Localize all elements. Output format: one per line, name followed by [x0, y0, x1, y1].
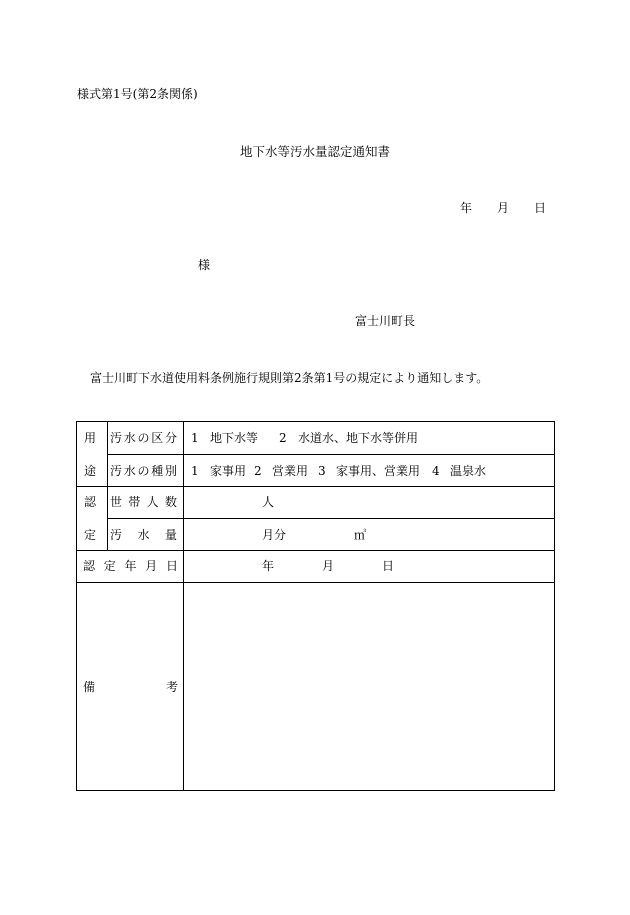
category-option-1: 地下水等: [210, 431, 259, 445]
table-rule: [77, 550, 555, 551]
table-rule: [107, 518, 555, 519]
label-char: 認: [83, 559, 96, 573]
type-option-4: 温泉水: [450, 464, 487, 478]
type-option-2-num: 2: [254, 464, 262, 478]
wastewater-volume-label: [110, 527, 177, 543]
wastewater-category-label: [110, 430, 177, 446]
label-char: 帯: [128, 495, 141, 509]
label-char: 別: [164, 464, 177, 478]
label-char: 日: [165, 559, 178, 573]
issuer-name: 富士川町長: [355, 314, 416, 328]
usage-group-label-top: 用: [84, 431, 97, 445]
label-char: 汚: [110, 431, 123, 445]
form-number: 様式第1号(第2条関係): [77, 87, 198, 101]
type-option-4-num: 4: [432, 464, 440, 478]
label-char: 区: [151, 431, 164, 445]
remarks-label-right: 考: [166, 680, 179, 694]
wastewater-type-label: [110, 463, 177, 479]
remarks-field[interactable]: [185, 584, 553, 788]
notice-body-text: 富士川町下水道使用料条例施行規則第2条第1号の規定により通知します。: [90, 371, 489, 385]
type-option-3: 家事用、営業用: [336, 464, 421, 478]
label-char: 汚: [110, 464, 123, 478]
label-char: 年: [124, 559, 137, 573]
category-option-1-num: 1: [191, 431, 199, 445]
volume-cubic-meter-unit: ㎥: [354, 528, 367, 542]
remarks-label-left: 備: [83, 680, 96, 694]
certification-table: [76, 421, 555, 791]
date-year-label: 年: [460, 201, 473, 215]
table-rule: [77, 486, 555, 487]
table-rule: [183, 422, 184, 790]
cert-date-month: 月: [322, 559, 335, 573]
type-option-3-num: 3: [318, 464, 326, 478]
label-char: 水: [137, 528, 150, 542]
label-char: の: [137, 431, 150, 445]
label-char: 分: [164, 431, 177, 445]
label-char: 世: [110, 495, 123, 509]
type-option-1-num: 1: [191, 464, 199, 478]
label-char: 数: [164, 495, 177, 509]
table-rule: [77, 582, 555, 583]
label-char: 人: [146, 495, 159, 509]
type-option-1: 家事用: [210, 464, 247, 478]
usage-group-label-bottom: 途: [84, 464, 97, 478]
label-char: 月: [145, 559, 158, 573]
category-option-2-num: 2: [279, 431, 287, 445]
type-option-2: 営業用: [272, 464, 309, 478]
certification-group-label-top: 認: [84, 495, 97, 509]
certification-group-label-bottom: 定: [84, 528, 97, 542]
issue-date: [460, 199, 546, 216]
certification-date-label: [83, 558, 178, 574]
table-rule: [107, 422, 108, 550]
label-char: 水: [123, 431, 136, 445]
volume-month-unit: 月分: [262, 528, 287, 542]
cert-date-day: 日: [382, 559, 395, 573]
label-char: 水: [123, 464, 136, 478]
cert-date-year: 年: [262, 559, 275, 573]
label-char: 定: [103, 559, 116, 573]
table-rule: [107, 454, 555, 455]
category-option-2: 水道水、地下水等併用: [298, 431, 419, 445]
household-count-label: [110, 494, 177, 510]
date-month-label: 月: [497, 201, 510, 215]
addressee-honorific: 様: [198, 258, 211, 272]
label-char: 量: [164, 528, 177, 542]
date-day-label: 日: [534, 201, 547, 215]
label-char: の: [137, 464, 150, 478]
label-char: 種: [151, 464, 164, 478]
document-title: 地下水等汚水量認定通知書: [239, 144, 390, 159]
household-count-unit: 人: [262, 495, 275, 509]
label-char: 汚: [110, 528, 123, 542]
